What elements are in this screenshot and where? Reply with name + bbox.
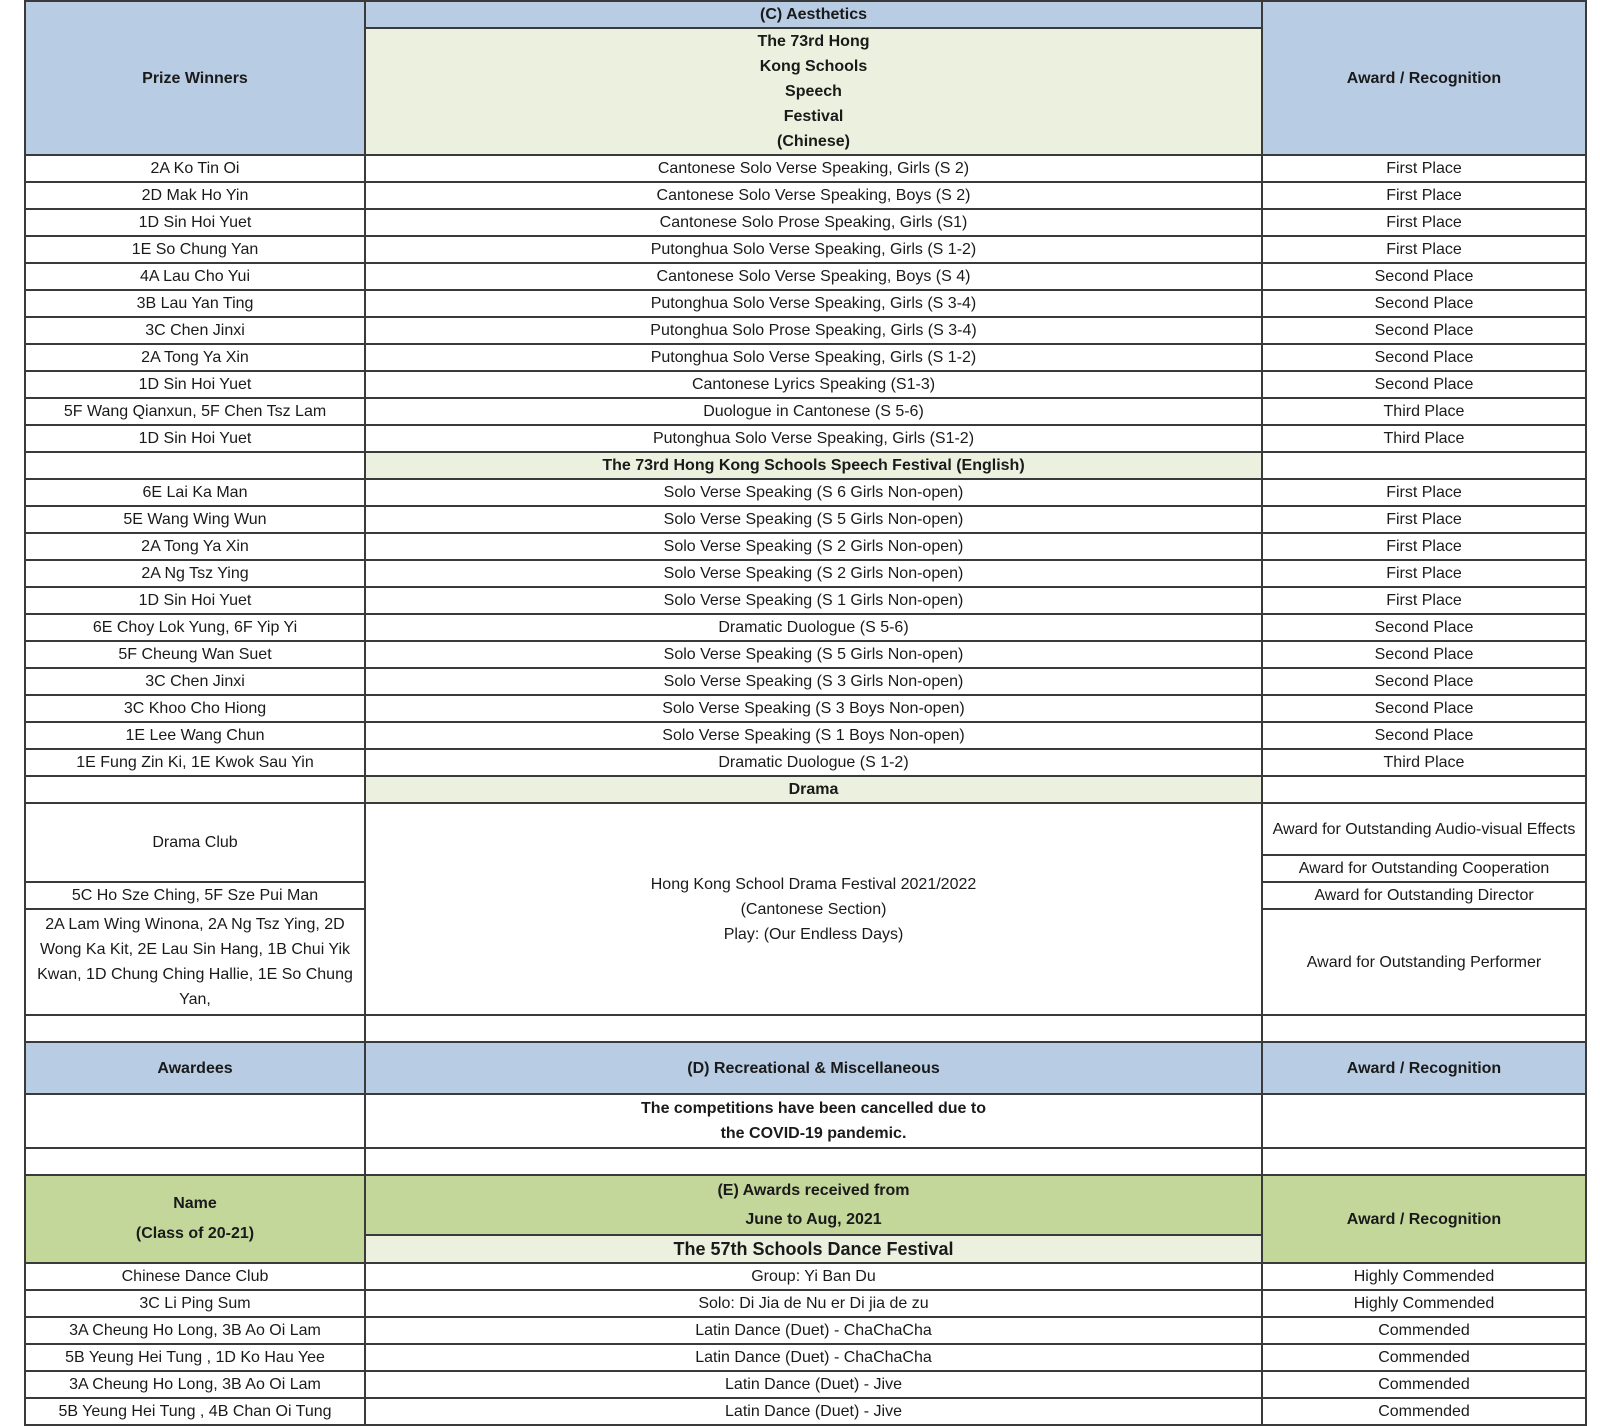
event-name: Cantonese Solo Verse Speaking, Girls (S 2) [365,155,1262,182]
winner-name: 2A Ng Tsz Ying [25,560,365,587]
award-result: First Place [1262,560,1586,587]
empty-cell [1262,776,1586,803]
subsection-english-festival: The 73rd Hong Kong Schools Speech Festival (English) [365,452,1262,479]
empty-cell [25,776,365,803]
empty-cell [25,452,365,479]
award-result: First Place [1262,182,1586,209]
col-header-class: (Class of 20-21) [135,1225,255,1242]
covid-note-line2: the COVID-19 pandemic. [720,1125,907,1142]
english-result-row [25,668,1586,695]
award-result: First Place [1262,506,1586,533]
event-name: Dramatic Duologue (S 1-2) [365,749,1262,776]
event-name: Solo Verse Speaking (S 5 Girls Non-open) [365,506,1262,533]
winner-name: 2A Ko Tin Oi [25,155,365,182]
event-name: Putonghua Solo Prose Speaking, Girls (S 3-4) [365,317,1262,344]
award-audio-visual: Award for Outstanding Audio-visual Effects [1262,803,1586,855]
subsection-chinese-festival: The 73rd Hong Kong Schools Speech Festival (Chinese) [365,28,1262,155]
winner-name: 3C Chen Jinxi [25,668,365,695]
event-name: Putonghua Solo Verse Speaking, Girls (S1-2) [365,425,1262,452]
chinese-results [25,155,1586,452]
english-result-row [25,587,1586,614]
event-name: Solo Verse Speaking (S 2 Girls Non-open) [365,560,1262,587]
english-result-row [25,560,1586,587]
subsection-drama: Drama [365,776,1262,803]
event-name: Cantonese Solo Verse Speaking, Boys (S 2) [365,182,1262,209]
event-name: Solo Verse Speaking (S 3 Boys Non-open) [365,695,1262,722]
dance-result-row [25,1317,1586,1344]
winner-name: 5F Wang Qianxun, 5F Chen Tsz Lam [25,398,365,425]
event-name: Solo Verse Speaking (S 6 Girls Non-open) [365,479,1262,506]
winner-name: 1D Sin Hoi Yuet [25,425,365,452]
award-result: Second Place [1262,614,1586,641]
winner-name: 1D Sin Hoi Yuet [25,371,365,398]
award-result: First Place [1262,479,1586,506]
empty-cell [1262,452,1586,479]
award-result: Highly Commended [1262,1263,1586,1290]
winner-name: 1E So Chung Yan [25,236,365,263]
chinese-result-row [25,398,1586,425]
english-result-row [25,506,1586,533]
chinese-result-row [25,236,1586,263]
event-name: Solo Verse Speaking (S 2 Girls Non-open) [365,533,1262,560]
drama-event-line2: (Cantonese Section) [740,900,887,918]
covid-cancel-note [365,1094,1262,1148]
award-result: Commended [1262,1398,1586,1425]
award-result: First Place [1262,209,1586,236]
drama-performers: 2A Lam Wing Winona, 2A Ng Tsz Ying, 2D Wong Ka Kit, 2E Lau Sin Hang, 1B Chui Yik Kwan, 1D Chung Ching Hallie, 1E So Chung Yan, [25,909,365,1015]
dance-result-row [25,1398,1586,1425]
award-result: First Place [1262,587,1586,614]
winner-name: 3B Lau Yan Ting [25,290,365,317]
chinese-result-row [25,344,1586,371]
event-name: Cantonese Solo Verse Speaking, Boys (S 4) [365,263,1262,290]
event-name: Latin Dance (Duet) - ChaChaCha [365,1344,1262,1371]
winner-name: 1D Sin Hoi Yuet [25,209,365,236]
awards-table [24,0,1587,1426]
chinese-result-row [25,371,1586,398]
award-result: Second Place [1262,371,1586,398]
winner-name: 2A Tong Ya Xin [25,344,365,371]
award-result: Third Place [1262,749,1586,776]
event-name: Solo: Di Jia de Nu er Di jia de zu [365,1290,1262,1317]
chinese-result-row [25,425,1586,452]
english-result-row [25,749,1586,776]
winner-name: 3C Chen Jinxi [25,317,365,344]
col-header-name: Name [173,1195,217,1212]
chinese-result-row [25,155,1586,182]
english-result-row [25,641,1586,668]
event-name: Latin Dance (Duet) - Jive [365,1398,1262,1425]
dance-results [25,1263,1586,1425]
event-name: Solo Verse Speaking (S 5 Girls Non-open) [365,641,1262,668]
empty-cell [1262,1094,1586,1148]
event-name: Duologue in Cantonese (S 5-6) [365,398,1262,425]
event-name: Cantonese Lyrics Speaking (S1-3) [365,371,1262,398]
subsection-dance-festival: The 57th Schools Dance Festival [365,1235,1262,1263]
empty-cell [1262,1148,1586,1175]
chinese-result-row [25,182,1586,209]
winner-name: 5F Cheung Wan Suet [25,641,365,668]
award-result: Second Place [1262,641,1586,668]
award-result: First Place [1262,533,1586,560]
award-result: Third Place [1262,425,1586,452]
event-name: Putonghua Solo Verse Speaking, Girls (S 1-2) [365,236,1262,263]
winner-name: 5E Wang Wing Wun [25,506,365,533]
dance-result-row [25,1290,1586,1317]
col-header-prize-winners: Prize Winners [25,1,365,155]
award-result: Second Place [1262,344,1586,371]
award-performer: Award for Outstanding Performer [1262,909,1586,1015]
section-title-aesthetics: (C) Aesthetics [365,1,1262,28]
english-result-row [25,533,1586,560]
award-result: Second Place [1262,317,1586,344]
award-result: Third Place [1262,398,1586,425]
section-e-line2: June to Aug, 2021 [745,1211,882,1228]
award-result: First Place [1262,155,1586,182]
section-title-awards-e [365,1175,1262,1235]
drama-event-line1: Hong Kong School Drama Festival 2021/2022 [650,875,977,893]
event-name: Group: Yi Ban Du [365,1263,1262,1290]
award-director: Award for Outstanding Director [1262,882,1586,909]
event-name: Cantonese Solo Prose Speaking, Girls (S1) [365,209,1262,236]
col-header-award-d: Award / Recognition [1262,1042,1586,1094]
col-header-name-class [25,1175,365,1263]
award-result: Second Place [1262,722,1586,749]
award-result: Highly Commended [1262,1290,1586,1317]
winner-name: 5B Yeung Hei Tung , 1D Ko Hau Yee [25,1344,365,1371]
english-result-row [25,614,1586,641]
empty-cell [365,1148,1262,1175]
event-name: Putonghua Solo Verse Speaking, Girls (S 1-2) [365,344,1262,371]
drama-directors: 5C Ho Sze Ching, 5F Sze Pui Man [25,882,365,909]
winner-name: 2D Mak Ho Yin [25,182,365,209]
chinese-result-row [25,317,1586,344]
chinese-result-row [25,290,1586,317]
empty-cell [25,1094,365,1148]
event-name: Latin Dance (Duet) - Jive [365,1371,1262,1398]
dance-result-row [25,1344,1586,1371]
winner-name: 2A Tong Ya Xin [25,533,365,560]
chinese-result-row [25,263,1586,290]
award-result: Second Place [1262,668,1586,695]
chinese-result-row [25,209,1586,236]
winner-name: 1E Fung Zin Ki, 1E Kwok Sau Yin [25,749,365,776]
award-result: Second Place [1262,695,1586,722]
event-name: Solo Verse Speaking (S 3 Girls Non-open) [365,668,1262,695]
winner-name: Chinese Dance Club [25,1263,365,1290]
award-cooperation: Award for Outstanding Cooperation [1262,855,1586,882]
winner-name: 3C Khoo Cho Hiong [25,695,365,722]
empty-cell [25,1015,365,1042]
event-name: Solo Verse Speaking (S 1 Girls Non-open) [365,587,1262,614]
col-header-awardees: Awardees [25,1042,365,1094]
award-result: Second Place [1262,290,1586,317]
col-header-award: Award / Recognition [1262,1,1586,155]
section-title-recreational: (D) Recreational & Miscellaneous [365,1042,1262,1094]
covid-note-line1: The competitions have been cancelled due to [641,1100,986,1117]
dance-result-row [25,1263,1586,1290]
winner-name: 4A Lau Cho Yui [25,263,365,290]
col-header-award-e: Award / Recognition [1262,1175,1586,1263]
award-result: Commended [1262,1344,1586,1371]
empty-cell [25,1148,365,1175]
drama-event-line3: Play: (Our Endless Days) [723,925,904,943]
award-result: Commended [1262,1371,1586,1398]
english-result-row [25,695,1586,722]
winner-name: 5B Yeung Hei Tung , 4B Chan Oi Tung [25,1398,365,1425]
dance-result-row [25,1371,1586,1398]
event-name: Putonghua Solo Verse Speaking, Girls (S 3-4) [365,290,1262,317]
drama-festival-event [365,803,1262,1015]
winner-name: 6E Choy Lok Yung, 6F Yip Yi [25,614,365,641]
event-name: Latin Dance (Duet) - ChaChaCha [365,1317,1262,1344]
award-result: Commended [1262,1317,1586,1344]
winner-name: 3A Cheung Ho Long, 3B Ao Oi Lam [25,1317,365,1344]
winner-name: 1D Sin Hoi Yuet [25,587,365,614]
english-result-row [25,722,1586,749]
award-result: Second Place [1262,263,1586,290]
english-result-row [25,479,1586,506]
winner-name: 3A Cheung Ho Long, 3B Ao Oi Lam [25,1371,365,1398]
winner-name: 6E Lai Ka Man [25,479,365,506]
award-result: First Place [1262,236,1586,263]
drama-club-name: Drama Club [25,803,365,882]
event-name: Solo Verse Speaking (S 1 Boys Non-open) [365,722,1262,749]
winner-name: 3C Li Ping Sum [25,1290,365,1317]
section-e-line1: (E) Awards received from [717,1182,910,1199]
event-name: Dramatic Duologue (S 5-6) [365,614,1262,641]
winner-name: 1E Lee Wang Chun [25,722,365,749]
empty-cell [1262,1015,1586,1042]
english-results [25,479,1586,776]
empty-cell [365,1015,1262,1042]
